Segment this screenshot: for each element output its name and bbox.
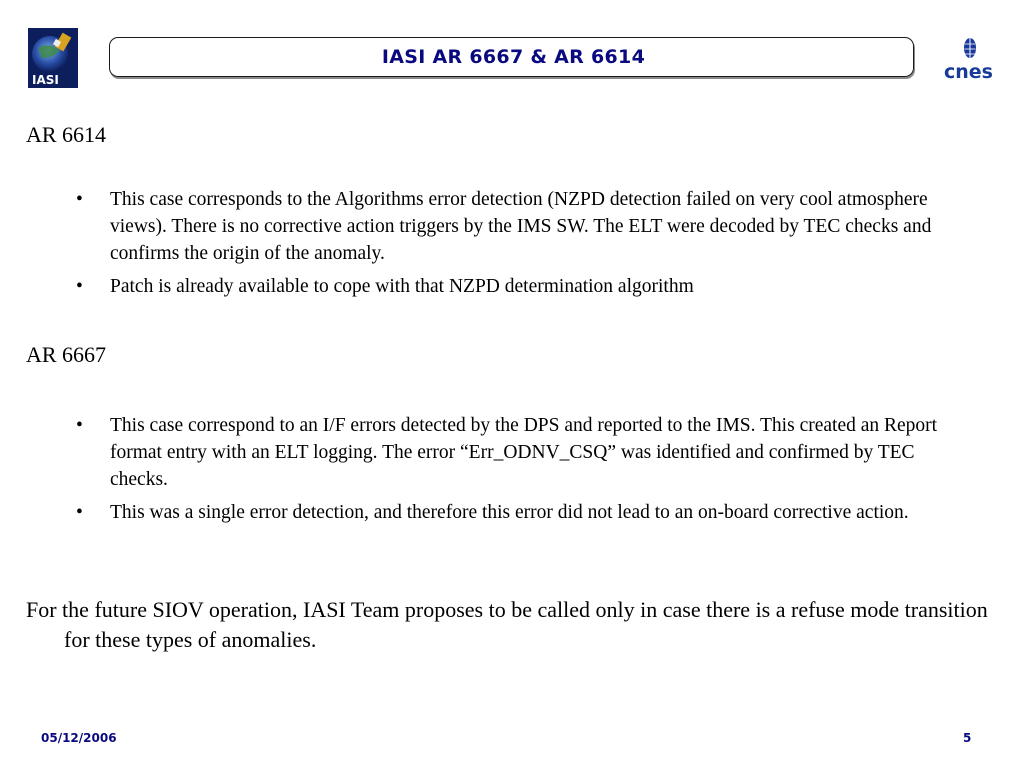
bullet-glyph: • — [76, 276, 83, 297]
bullet-text: This was a single error detection, and therefore this error did not lead to an on-board corrective action. — [110, 502, 909, 523]
title-box — [109, 37, 914, 77]
bullet-text: This case correspond to an I/F errors detected by the DPS and reported to the IMS. This created an Report format entry with an ELT logging. The error “Err_ODNV_CSQ” was identified and confirmed by TEC checks. — [110, 415, 938, 490]
list-item — [70, 499, 970, 526]
bullet-glyph: • — [76, 502, 83, 523]
bullet-text: This case corresponds to the Algorithms error detection (NZPD detection failed on very cool atmosphere views). There is no corrective action triggers by the IMS SW. The ELT were decoded by TEC checks and confirms the origin of the anomaly. — [110, 189, 932, 264]
cnes-logo-text: cnes — [944, 61, 993, 83]
bullet-glyph: • — [76, 189, 83, 210]
footer-date: 05/12/2006 — [41, 731, 117, 745]
iasi-logo — [28, 28, 78, 88]
page-title: IASI AR 6667 & AR 6614 — [381, 46, 646, 68]
list-item — [70, 273, 970, 300]
section-heading-ar6614: AR 6614 — [26, 122, 107, 147]
conclusion-paragraph: For the future SIOV operation, IASI Team proposes to be called only in case there is a refuse mode transition for these types of anomalies. — [26, 597, 988, 652]
bullet-glyph: • — [76, 415, 83, 436]
bullet-list-ar6667 — [70, 412, 970, 532]
list-item — [70, 412, 970, 493]
iasi-logo-text: IASI — [32, 73, 59, 87]
page-number: 5 — [963, 731, 972, 745]
bullet-text: Patch is already available to cope with that NZPD determination algorithm — [110, 276, 694, 297]
cnes-logo — [942, 36, 998, 84]
list-item — [70, 186, 970, 267]
section-heading-ar6667: AR 6667 — [26, 342, 107, 367]
bullet-list-ar6614 — [70, 186, 970, 306]
